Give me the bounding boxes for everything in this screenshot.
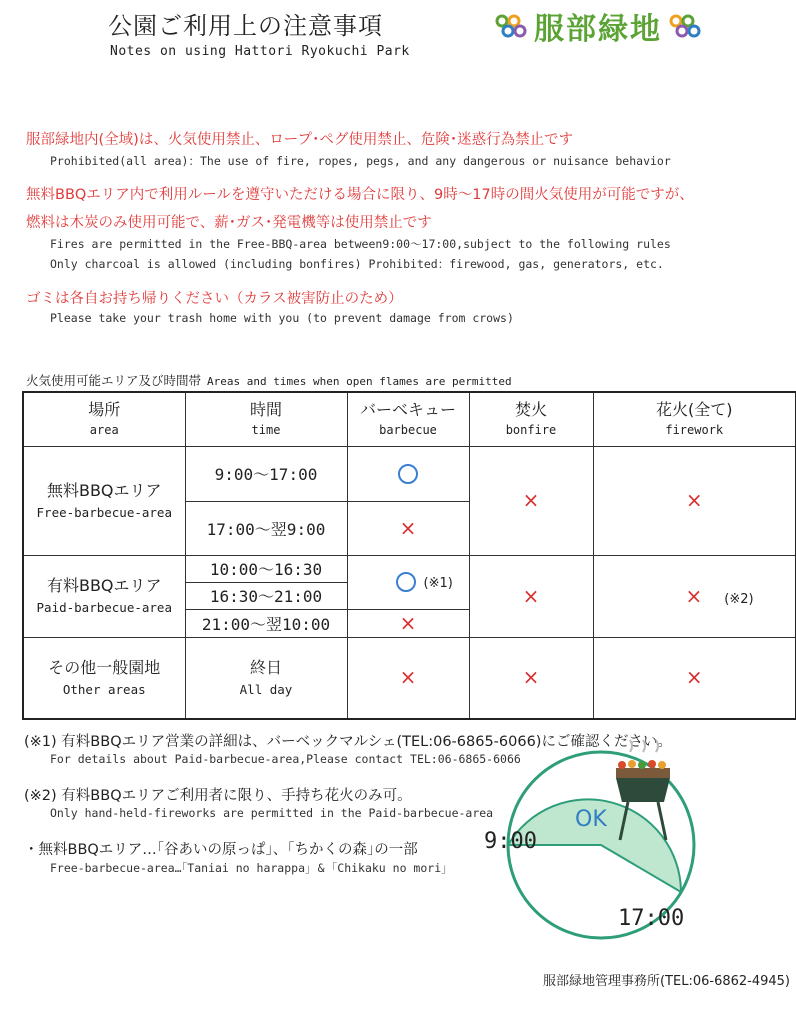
table-row [23,446,796,501]
page-subtitle: Notes on using Hattori Ryokuchi Park [110,44,410,59]
park-logo [494,6,702,46]
firework-other [593,637,796,719]
footnote-2-jp: (※2) 有料BBQエリアご利用者に限り、手持ち花火のみ可。 [24,788,412,804]
note-marker-2: (※2) [724,591,754,607]
rule-prohibited-en: Prohibited(all area)：The use of fire, ropes, pegs, and any dangerous or nuisance behavior [50,154,671,168]
time-free-1: 9:00～17:00 [185,446,347,501]
header-time: 時間 time [185,392,347,446]
table-row [23,637,796,719]
ng-cross-icon: × [522,488,540,512]
time-paid-2: 16:30～21:00 [185,582,347,609]
time-free-2: 17:00～翌9:00 [185,501,347,555]
ng-cross-icon: × [522,583,540,608]
bbq-free-2 [347,501,469,555]
area-other: その他一般園地 Other areas [23,637,185,719]
bbq-other [347,637,469,719]
office-contact: 服部緑地管理事務所(TEL:06-6862-4945) [542,974,790,989]
rule-trash-en: Please take your trash home with you (to prevent damage from crows) [50,311,514,325]
clock-end-label: 17:00 [618,906,685,931]
logo-rings-left-icon [494,13,528,39]
clock-ok-label: OK [575,807,607,832]
bonfire-other [469,637,593,719]
rule-fire-jp-1: 無料BBQエリア内で利用ルールを遵守いただける場合に限り、9時～17時の間火気使用が可能ですが、 [26,187,694,203]
footnote-3-en: Free-barbecue-area…｢Taniai no harappa｣ & ｢Chikaku no mori｣ [50,861,447,875]
time-paid-1: 10:00～16:30 [185,555,347,582]
header-firework: 花火(全て) firework [593,392,796,446]
ng-cross-icon: × [685,583,703,608]
area-free: 無料BBQエリア Free-barbecue-area [23,446,185,555]
table-header-row [23,392,796,446]
fire-permission-table [22,391,796,720]
header-bonfire: 焚火 bonfire [469,392,593,446]
footnote-1-en: For details about Paid-barbecue-area,Please contact TEL:06-6865-6066 [50,752,521,766]
table-caption [26,371,512,389]
firework-paid [593,555,796,637]
firework-free [593,446,796,555]
rule-fire-en-2: Only charcoal is allowed (including bonfires) Prohibited：firewood, gas, generators, etc. [50,257,664,271]
time-other: 終日 All day [185,637,347,719]
note-marker-1: (※1) [423,575,453,591]
table-caption-jp: 火気使用可能エリア及び時間帯 [26,373,202,388]
bonfire-free [469,446,593,555]
header-area: 場所 area [23,392,185,446]
ng-cross-icon: × [522,665,540,690]
bonfire-paid [469,555,593,637]
ok-circle-icon [396,572,416,592]
bbq-free-1 [347,446,469,501]
rule-fire-jp-2: 燃料は木炭のみ使用可能で、薪･ガス･発電機等は使用禁止です [26,215,432,231]
rule-fire-en-1: Fires are permitted in the Free-BBQ-area between9:00～17:00,subject to the following rules [50,237,671,251]
bbq-paid-3 [347,609,469,637]
ng-cross-icon: × [399,610,417,635]
table-row [23,555,796,582]
logo-text: 服部緑地 [534,12,662,47]
page-title: 公園ご利用上の注意事項 [108,12,383,40]
footnote-2-en: Only hand-held-fireworks are permitted in the Paid-barbecue-area [50,806,494,820]
clock-start-label: 9:00 [484,829,537,854]
ng-cross-icon: × [399,515,417,540]
ng-cross-icon: × [399,665,417,690]
area-paid: 有料BBQエリア Paid-barbecue-area [23,555,185,637]
time-paid-3: 21:00～翌10:00 [185,609,347,637]
logo-rings-right-icon [668,13,702,39]
bbq-paid-1 [347,555,469,609]
ng-cross-icon: × [685,665,703,690]
table-caption-en: Areas and times when open flames are permitted [207,375,512,388]
header-barbecue: バーベキュー barbecue [347,392,469,446]
ok-circle-icon [398,464,418,484]
rule-prohibited-jp: 服部緑地内(全域)は、火気使用禁止、ロープ･ペグ使用禁止、危険･迷惑行為禁止です [26,132,574,148]
footnote-1-jp: (※1) 有料BBQエリア営業の詳細は、バーベックマルシェ(TEL:06-6865-6066)にご確認ください。 [24,734,672,750]
footnote-3-jp: ・無料BBQエリア…｢谷あいの原っぱ｣、｢ちかくの森｣の一部 [24,842,418,858]
rule-trash-jp: ゴミは各自お持ち帰りください（カラス被害防止のため） [26,291,403,307]
ng-cross-icon: × [685,488,703,512]
